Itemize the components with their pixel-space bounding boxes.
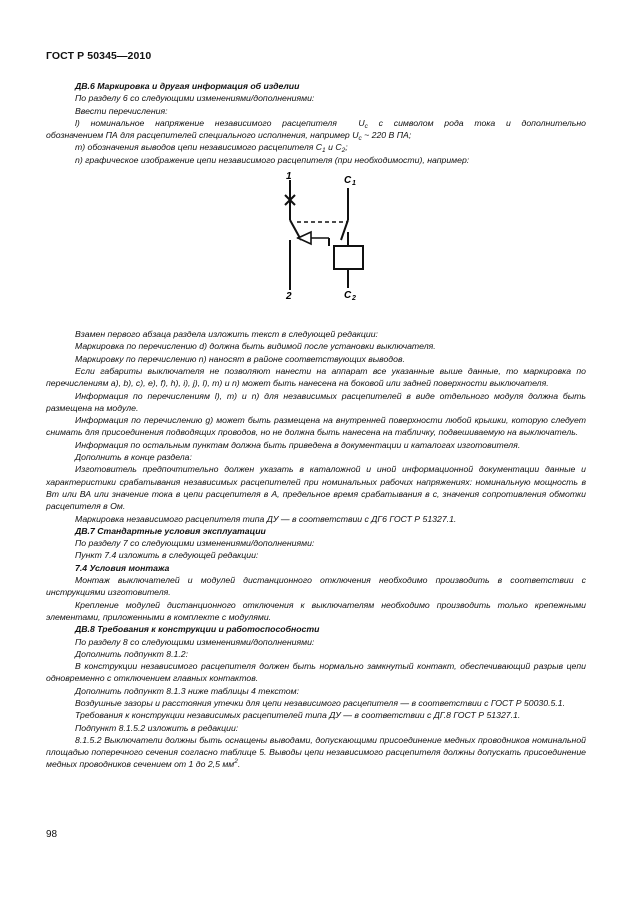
paragraph: Взамен первого абзаца раздела изложить текст в следующей редакции: <box>75 329 378 340</box>
paragraph <box>46 734 586 771</box>
paragraph: Дополнить подпункт 8.1.2: <box>75 648 189 659</box>
text-fragment: ; <box>345 142 348 153</box>
paragraph: По разделу 8 со следующими изменениями/дополнениями: <box>75 636 315 647</box>
list-item-l <box>46 117 586 129</box>
paragraph: Изготовитель предпочтительно должен указать в каталожной и иной информационной документации данные и характеристики срабатывания независимых расцепителей при номинальных рабочих напряжениях: номинальную мощность в Вт или ВА или значение тока в цепи расцепителя в А, предельное время срабатывания в с, значения сопротивления обмотки расцепителя в Ом. <box>46 464 586 512</box>
terminal-label-c1: C <box>344 175 352 187</box>
aux-contact-blade <box>341 220 348 240</box>
paragraph: В конструкции независимого расцепителя должен быть нормально замкнутый контакт, обеспечивающий разрыв цепи одновременно с отключением главных контактов. <box>46 661 586 684</box>
section-heading-dv6: ДВ.6 Маркировка и другая информация об изделии <box>75 81 300 91</box>
subscript: 2 <box>341 147 346 155</box>
document-body <box>46 80 586 771</box>
text-fragment: и С <box>328 142 342 153</box>
subsection-heading-7-4: 7.4 Условия монтажа <box>75 562 170 573</box>
paragraph: Ввести перечисления: <box>75 105 168 116</box>
list-item-l-continued <box>46 129 586 141</box>
paragraph: Информация по перечислениям l), m) и n) для независимых расцепителей в виде отдельного модуля должна быть размещена на модуле. <box>46 390 586 413</box>
text-fragment: ~ 220 В ПА; <box>364 130 412 141</box>
paragraph: Монтаж выключателей и модулей дистанционного отключения необходимо производить в соответствии с инструкциями изготовителя. <box>46 575 586 598</box>
actuator-arrow <box>298 232 311 244</box>
paragraph: По разделу 7 со следующими изменениями/дополнениями: <box>75 538 315 549</box>
section-heading-dv7: ДВ.7 Стандартные условия эксплуатации <box>75 525 266 536</box>
paragraph: Требования к конструкции независимых расцепителей типа ДУ — в соответствии с ДГ.8 ГОСТ Р 51327.1. <box>75 710 521 721</box>
paragraph: Подпункт 8.1.5.2 изложить в редакции: <box>75 722 239 733</box>
terminal-label-c1-sub: 1 <box>352 180 356 188</box>
superscript: 2 <box>234 758 238 766</box>
page-number: 98 <box>46 829 58 840</box>
terminal-label-c2-sub: 2 <box>352 295 356 303</box>
trip-coil <box>334 246 363 269</box>
paragraph: Пункт 7.4 изложить в следующей редакции: <box>75 550 259 561</box>
paragraph: Если габариты выключателя не позволяют нанести на аппарат все указанные выше данные, то маркировка по перечислениям a), b), c), e), f), h), i), j), l), m) и n) может быть нанесена на боковой или задней поверхности выключателя. <box>46 365 586 389</box>
section-heading-dv8: ДВ.8 Требования к конструкции и работоспособности <box>75 624 320 635</box>
text-fragment: с символом рода тока и дополнительно <box>378 117 586 128</box>
list-item-n: n) графическое изображение цепи независимого расцепителя (при необходимости), например: <box>75 154 470 165</box>
text-fragment: m) обозначения выводов цепи независимого расцепителя С <box>75 142 323 153</box>
paragraph: Маркировку по перечислению n) наносят в районе соответствующих выводов. <box>75 353 405 364</box>
symbol-u: U <box>358 117 365 128</box>
text-fragment: обозначением ПА для расцепителей специального исполнения, например <box>46 130 350 141</box>
paragraph: Крепление модулей дистанционного отключения к выключателям необходимо производить только крепежными элементами, приложенными в комплекте с модулями. <box>46 599 586 622</box>
terminal-label-1: 1 <box>286 171 292 183</box>
symbol-u: U <box>352 130 359 141</box>
text-fragment: . <box>237 759 241 770</box>
subscript: c <box>364 122 368 130</box>
paragraph: Дополнить в конце раздела: <box>75 452 192 463</box>
paragraph: Маркировка по перечислению d) должна быть видимой после установки выключателя. <box>75 341 436 352</box>
subscript: c <box>358 135 362 143</box>
document-header: ГОСТ Р 50345—2010 <box>46 50 152 62</box>
paragraph: Воздушные зазоры и расстояния утечки для цепи независимого расцепителя — в соответствии с ГОСТ Р 50030.5.1. <box>75 697 565 708</box>
paragraph: Информация по перечислению g) может быть размещена на внутренней поверхности любой крышки, которую следует снимать для присоединения подводящих проводов, но не должна быть нанесена на табличку, подвешиваемую на выключатель. <box>46 415 586 438</box>
trip-circuit-diagram <box>46 170 586 322</box>
paragraph: Маркировка независимого расцепителя типа ДУ — в соответствии с ДГ6 ГОСТ Р 51327.1. <box>75 513 457 524</box>
paragraph: Дополнить подпункт 8.1.3 ниже таблицы 4 текстом: <box>75 685 300 696</box>
terminal-label-2: 2 <box>286 291 292 303</box>
list-item-m <box>46 141 586 153</box>
paragraph: По разделу 6 со следующими изменениями/дополнениями: <box>75 93 315 104</box>
terminal-label-c2: C <box>344 290 352 302</box>
subscript: 1 <box>322 147 326 155</box>
text-fragment: l) номинальное напряжение независимого расцепителя <box>75 117 337 128</box>
text-fragment: 8.1.5.2 Выключатели должны быть оснащены выводами, допускающими присоединение медных проводников номинальной площадью поперечного сечения согласно таблице 5. Выводы цепи независимого расцепителя должны допускать присоединение медных проводников сечением от 1 до 2,5 мм <box>46 734 586 770</box>
circuit-schematic <box>271 170 421 320</box>
paragraph: Информация по остальным пунктам должна быть приведена в документации и каталогах изготовителя. <box>75 439 521 450</box>
